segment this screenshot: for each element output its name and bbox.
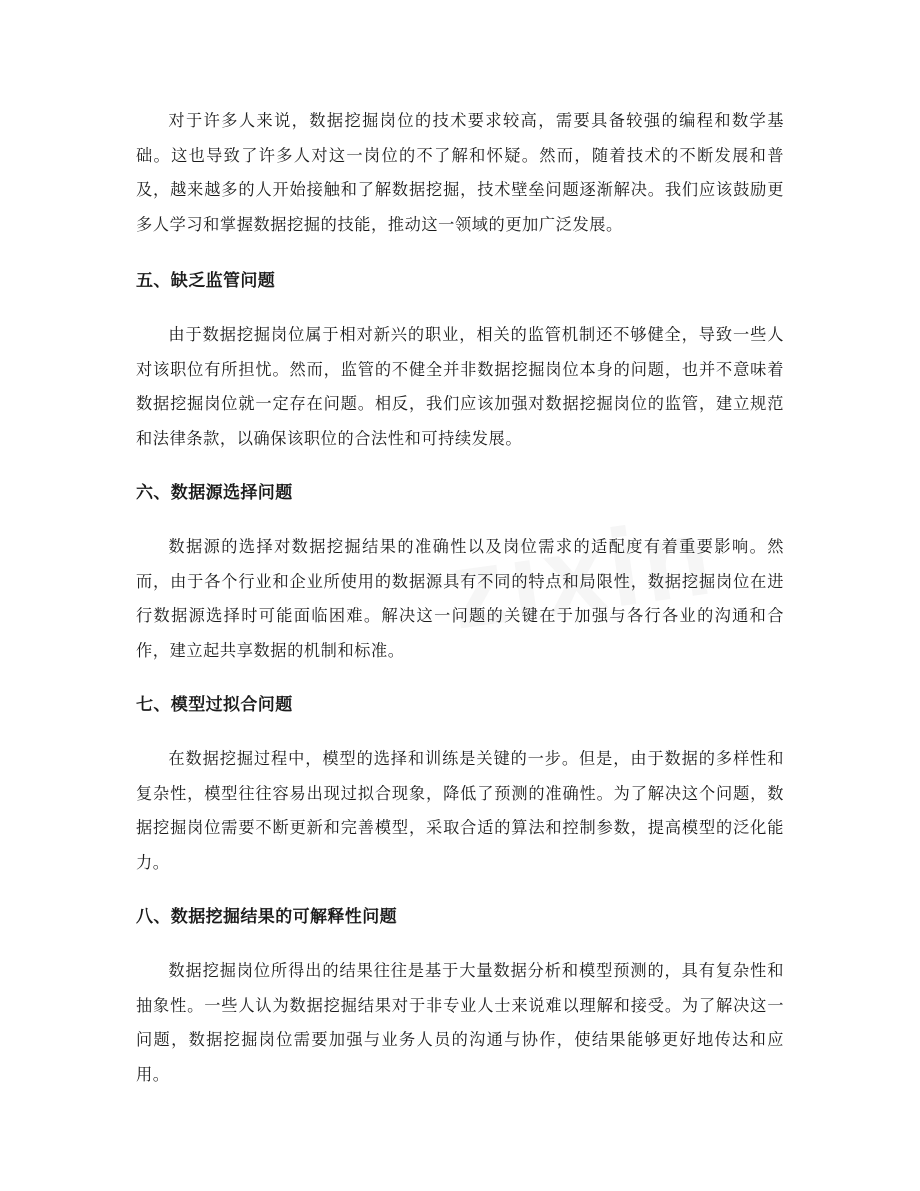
section-7 [136,688,784,880]
section-heading: 七、模型过拟合问题 [136,695,293,715]
section-paragraph: 在数据挖掘过程中，模型的选择和训练是关键的一步。但是，由于数据的多样性和复杂性，模型往往容易出现过拟合现象，降低了预测的准确性。为了解决这个问题，数据挖掘岗位需要不断更新和完善模型，采取合适的算法和控制参数，提高模型的泛化能力。 [136,749,784,872]
section-heading: 八、数据挖掘结果的可解释性问题 [136,907,397,927]
section-paragraph: 由于数据挖掘岗位属于相对新兴的职业，相关的监管机制还不够健全，导致一些人对该职位有所担忧。然而，监管的不健全并非数据挖掘岗位本身的问题，也并不意味着数据挖掘岗位就一定存在问题。相反，我们应该加强对数据挖掘岗位的监管，建立规范和法律条款，以确保该职位的合法性和可持续发展。 [136,325,784,448]
section-paragraph: 数据挖掘岗位所得出的结果往往是基于大量数据分析和模型预测的，具有复杂性和抽象性。一些人认为数据挖掘结果对于非专业人士来说难以理解和接受。为了解决这一问题，数据挖掘岗位需要加强与业务人员的沟通与协作，使结果能够更好地传达和应用。 [136,961,784,1084]
document-body [136,104,784,1112]
section-5 [136,264,784,456]
intro-paragraph: 对于许多人来说，数据挖掘岗位的技术要求较高，需要具备较强的编程和数学基础。这也导致了许多人对这一岗位的不了解和怀疑。然而，随着技术的不断发展和普及，越来越多的人开始接触和了解数据挖掘，技术壁垒问题逐渐解决。我们应该鼓励更多人学习和掌握数据挖掘的技能，推动这一领域的更加广泛发展。 [136,111,784,234]
section-heading: 六、数据源选择问题 [136,483,293,503]
section-8 [136,900,784,1092]
section-heading: 五、缺乏监管问题 [136,271,276,291]
section-paragraph: 数据源的选择对数据挖掘结果的准确性以及岗位需求的适配度有着重要影响。然而，由于各个行业和企业所使用的数据源具有不同的特点和局限性，数据挖掘岗位在进行数据源选择时可能面临困难。解决这一问题的关键在于加强与各行各业的沟通和合作，建立起共享数据的机制和标准。 [136,537,784,660]
section-6 [136,476,784,668]
